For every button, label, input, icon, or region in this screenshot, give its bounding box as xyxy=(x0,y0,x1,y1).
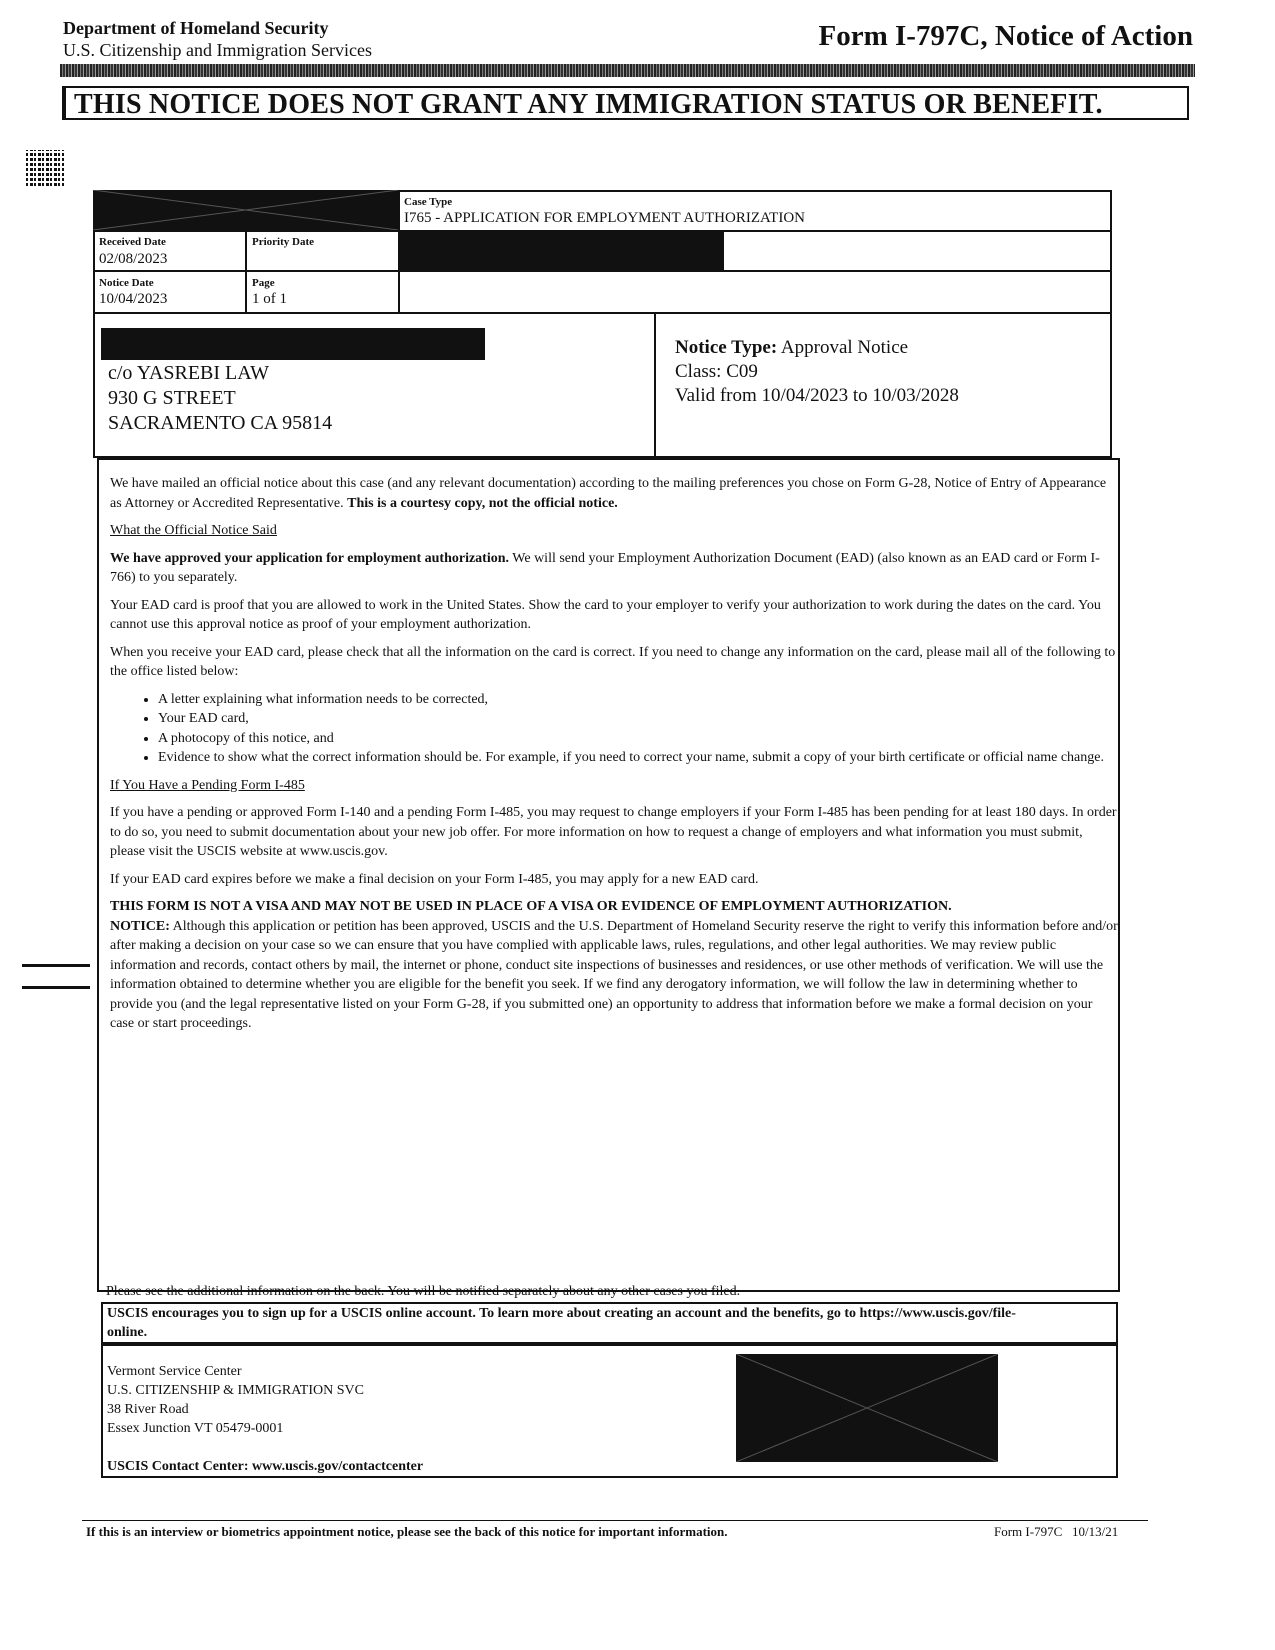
recipient-line-1: c/o YASREBI LAW xyxy=(108,362,269,384)
list-item: • A photocopy of this notice, and xyxy=(158,729,1118,749)
correction-paragraph: When you receive your EAD card, please check that all the information on the card is correct. If you need to change any information on the card, please mail all of the following to the office listed below: xyxy=(110,644,1116,679)
address-divider xyxy=(654,312,656,458)
footer-rule xyxy=(82,1520,1148,1521)
redacted-recipient-name xyxy=(101,328,485,360)
redacted-receipt-number xyxy=(93,190,398,230)
online-account-text: USCIS encourages you to sign up for a USCIS online account. To learn more about creating an account and the benefits, go to https://www.uscis.gov/file-online. xyxy=(107,1306,1016,1340)
office-line-1: Vermont Service Center xyxy=(107,1364,242,1379)
pending-i485-paragraph: If you have a pending or approved Form I-140 and a pending Form I-485, you may request to change employers if your Form I-485 has been pending for at least 180 days. In order to do so, you need to submit documentation about your new job offer. For more information on how to request a change of employers and what information you must submit, please visit the USCIS website at www.uscis.gov. xyxy=(110,805,1117,859)
case-type-label: Case Type xyxy=(404,196,453,208)
verification-notice: NOTICE: Although this application or petition has been approved, USCIS and the U.S. Department of Homeland Security reserve the right to verify this information before and/or after making a decision on your case so we can ensure that you have complied with applicable laws, rules, regulations, and other legal authorities. We may review public information and records, contact others by mail, the internet or phone, conduct site inspections of businesses and residences, or use other methods of verification. We will use the information obtained to determine whether you are eligible for the benefit you seek. If we find any derogatory information, we will follow the law in determining whether to provide you (and the legal representative listed on your Form G-28, if you submitted one) an opportunity to address that information before we make a formal decision on your case or start proceedings. xyxy=(110,918,1118,1031)
status-banner: THIS NOTICE DOES NOT GRANT ANY IMMIGRATION STATUS OR BENEFIT. xyxy=(62,86,1189,120)
page-value: 1 of 1 xyxy=(252,291,287,307)
official-notice-heading: What the Official Notice Said xyxy=(110,523,277,538)
class-line: Class: C09 xyxy=(675,361,758,382)
notice-date-label: Notice Date xyxy=(99,277,154,289)
additional-info: Please see the additional information on the back. You will be notified separately about any other cases you filed. xyxy=(106,1284,741,1299)
courtesy-paragraph: We have mailed an official notice about this case (and any relevant documentation) according to the mailing preferences you chose on Form G-28, Notice of Entry of Appearance as Attorney or Accredited Representative. This is a courtesy copy, not the official notice. xyxy=(110,476,1107,511)
notice-type-value: Approval Notice xyxy=(780,337,909,358)
office-line-4: Essex Junction VT 05479-0001 xyxy=(107,1421,284,1436)
margin-mark xyxy=(22,986,90,989)
header-rule xyxy=(60,64,1195,77)
notice-body xyxy=(110,474,1118,1042)
date-divider xyxy=(245,230,247,314)
case-type-value: I765 - APPLICATION FOR EMPLOYMENT AUTHORIZATION xyxy=(404,210,805,226)
approval-paragraph: We have approved your application for employment authorization. We will send your Employment Authorization Document (EAD) (also known as an EAD card or Form I-766) to you separately. xyxy=(110,550,1100,585)
agency-name: Department of Homeland Security xyxy=(63,18,329,38)
footer-note: If this is an interview or biometrics appointment notice, please see the back of this notice for important information. xyxy=(86,1524,728,1539)
notice-date-value: 10/04/2023 xyxy=(99,291,168,307)
valid-line: Valid from 10/04/2023 to 10/03/2028 xyxy=(675,385,959,406)
pending-i485-heading: If You Have a Pending Form I-485 xyxy=(110,777,305,793)
page-label: Page xyxy=(252,277,275,289)
ead-expiry-paragraph: If your EAD card expires before we make a final decision on your Form I-485, you may apply for a new EAD card. xyxy=(110,871,759,887)
visa-warning: THIS FORM IS NOT A VISA AND MAY NOT BE USED IN PLACE OF A VISA OR EVIDENCE OF EMPLOYMENT AUTHORIZATION. xyxy=(110,899,952,914)
list-item: • Your EAD card, xyxy=(158,709,1118,729)
barcode-icon xyxy=(26,150,64,186)
correction-list xyxy=(110,690,1118,768)
list-item: • Evidence to show what the correct information should be. For example, if you need to correct your name, submit a copy of your birth certificate or official name change. xyxy=(158,748,1118,768)
margin-mark xyxy=(22,964,90,967)
notice-type-label: Notice Type: xyxy=(675,337,778,358)
priority-date-label: Priority Date xyxy=(252,236,314,248)
received-date-value: 02/08/2023 xyxy=(99,251,168,267)
list-item: • A letter explaining what information needs to be corrected, xyxy=(158,690,1118,710)
notice-type-line xyxy=(675,336,908,360)
agency-subname: U.S. Citizenship and Immigration Services xyxy=(63,40,372,60)
case-row-divider-2 xyxy=(93,270,1112,272)
office-line-2: U.S. CITIZENSHIP & IMMIGRATION SVC xyxy=(107,1383,364,1398)
footer-form-id: Form I-797C 10/13/21 xyxy=(994,1524,1119,1539)
recipient-line-2: 930 G STREET xyxy=(108,387,236,409)
received-date-label: Received Date xyxy=(99,236,166,248)
ead-proof-paragraph: Your EAD card is proof that you are allowed to work in the United States. Show the card to your employer to verify your authorization to work during the dates on the card. You cannot use this approval notice as proof of your employment authorization. xyxy=(110,597,1101,632)
contact-center: USCIS Contact Center: www.uscis.gov/contactcenter xyxy=(107,1459,424,1474)
recipient-line-3: SACRAMENTO CA 95814 xyxy=(108,412,333,434)
redacted-beneficiary xyxy=(398,230,724,270)
redacted-signature-block xyxy=(736,1354,998,1462)
form-title: Form I-797C, Notice of Action xyxy=(818,20,1193,52)
office-line-3: 38 River Road xyxy=(107,1402,189,1417)
